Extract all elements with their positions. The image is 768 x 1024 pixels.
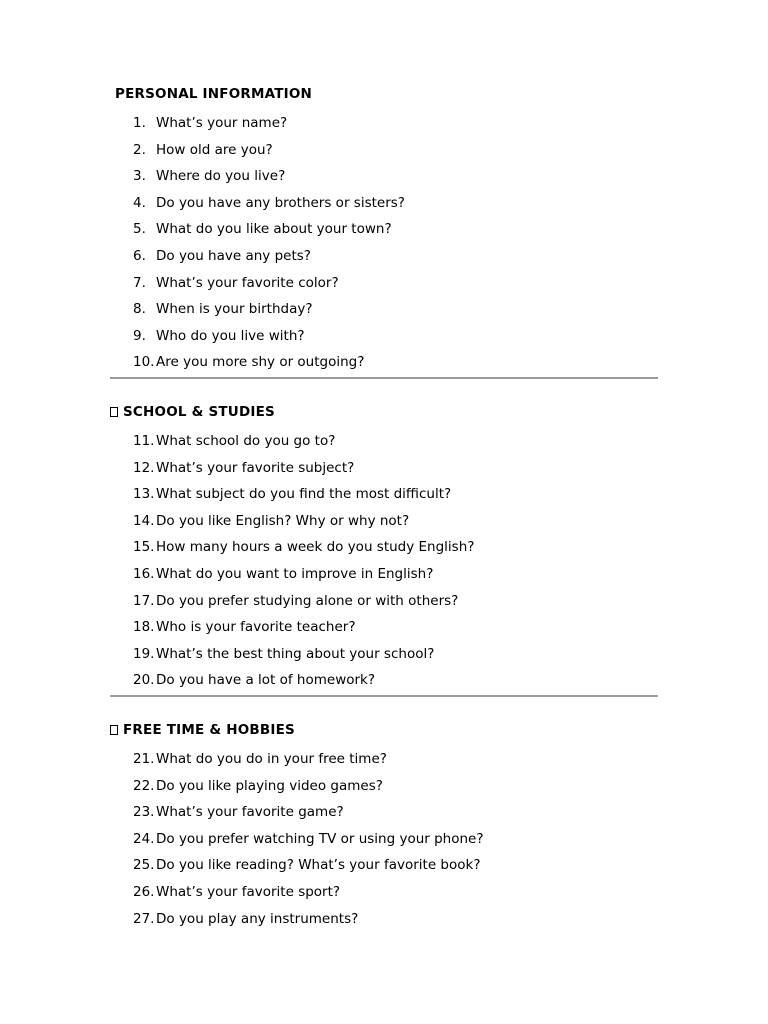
item-text: Do you play any instruments?: [156, 910, 359, 927]
item-text: Where do you live?: [156, 168, 286, 185]
item-number: 15.: [133, 539, 155, 556]
list-item: [110, 349, 658, 376]
missing-glyph-icon: [110, 725, 118, 735]
list-item: [110, 799, 658, 826]
list-item: [110, 561, 658, 588]
item-text: What do you want to improve in English?: [156, 565, 434, 582]
list-item: [110, 614, 658, 641]
section-free-time-hobbies: [110, 720, 658, 932]
item-text: When is your birthday?: [156, 301, 313, 318]
list-item: [110, 826, 658, 853]
list-item: [110, 641, 658, 668]
section-heading: [110, 720, 658, 740]
item-number: 7.: [133, 274, 146, 291]
list-item: [110, 270, 658, 297]
item-text: What’s the best thing about your school?: [156, 645, 435, 662]
item-number: 19.: [133, 645, 155, 662]
item-text: What’s your favorite subject?: [156, 459, 355, 476]
list-item: [110, 428, 658, 455]
section-title: SCHOOL & STUDIES: [123, 404, 275, 420]
item-text: Do you like English? Why or why not?: [156, 512, 410, 529]
item-text: How many hours a week do you study English?: [156, 539, 475, 556]
item-text: Are you more shy or outgoing?: [156, 354, 365, 371]
item-number: 23.: [133, 804, 155, 821]
item-number: 6.: [133, 247, 146, 264]
item-text: Do you have any pets?: [156, 247, 311, 264]
list-item: [110, 508, 658, 535]
list-item: [110, 852, 658, 879]
item-number: 27.: [133, 910, 155, 927]
item-number: 13.: [133, 486, 155, 503]
list-item: [110, 746, 658, 773]
section-heading: [110, 402, 658, 422]
question-list: [110, 428, 658, 694]
item-text: What do you like about your town?: [156, 221, 392, 238]
list-item: [110, 588, 658, 615]
section-title: FREE TIME & HOBBIES: [123, 722, 295, 738]
section-divider: [110, 695, 658, 697]
list-item: [110, 773, 658, 800]
item-text: Do you prefer studying alone or with others?: [156, 592, 459, 609]
section-personal-information: [110, 84, 658, 376]
item-text: How old are you?: [156, 141, 273, 158]
item-text: Do you have a lot of homework?: [156, 672, 376, 689]
item-text: What subject do you find the most difficult?: [156, 486, 452, 503]
item-number: 8.: [133, 301, 146, 318]
item-number: 21.: [133, 751, 155, 767]
item-text: Do you like playing video games?: [156, 777, 383, 794]
list-item: [110, 137, 658, 164]
item-number: 16.: [133, 565, 155, 582]
list-item: [110, 296, 658, 323]
list-item: [110, 243, 658, 270]
list-item: [110, 163, 658, 190]
list-item: [110, 481, 658, 508]
list-item: [110, 110, 658, 137]
item-number: 25.: [133, 857, 155, 874]
list-item: [110, 216, 658, 243]
section-divider: [110, 377, 658, 379]
list-item: [110, 879, 658, 906]
item-number: 26.: [133, 883, 155, 900]
item-number: 9.: [133, 327, 146, 344]
list-item: [110, 906, 658, 933]
missing-glyph-icon: [110, 407, 118, 417]
item-text: What’s your favorite sport?: [156, 883, 341, 900]
item-number: 10.: [133, 354, 155, 371]
item-text: What’s your favorite game?: [156, 804, 344, 821]
item-text: What’s your name?: [156, 115, 288, 131]
item-number: 18.: [133, 619, 155, 636]
item-number: 5.: [133, 221, 146, 238]
item-number: 2.: [133, 141, 146, 158]
item-text: Do you like reading? What’s your favorite book?: [156, 857, 481, 874]
item-number: 22.: [133, 777, 155, 794]
section-title: PERSONAL INFORMATION: [115, 86, 313, 102]
question-list: [110, 746, 658, 932]
item-number: 12.: [133, 459, 155, 476]
item-text: What school do you go to?: [156, 433, 336, 449]
item-text: Do you prefer watching TV or using your phone?: [156, 830, 484, 847]
list-item: [110, 323, 658, 350]
item-text: Do you have any brothers or sisters?: [156, 194, 405, 211]
list-item: [110, 534, 658, 561]
item-text: Who is your favorite teacher?: [156, 619, 356, 636]
list-item: [110, 667, 658, 694]
list-item: [110, 455, 658, 482]
item-number: 24.: [133, 830, 155, 847]
item-text: What’s your favorite color?: [156, 274, 339, 291]
list-item: [110, 190, 658, 217]
item-number: 14.: [133, 512, 155, 529]
section-school-studies: [110, 402, 658, 694]
question-list: [110, 110, 658, 376]
item-text: Who do you live with?: [156, 327, 305, 344]
item-number: 17.: [133, 592, 155, 609]
item-number: 1.: [133, 115, 146, 131]
item-number: 11.: [133, 433, 155, 449]
section-heading: [110, 84, 658, 104]
item-text: What do you do in your free time?: [156, 751, 387, 767]
item-number: 4.: [133, 194, 146, 211]
item-number: 20.: [133, 672, 155, 689]
item-number: 3.: [133, 168, 146, 185]
